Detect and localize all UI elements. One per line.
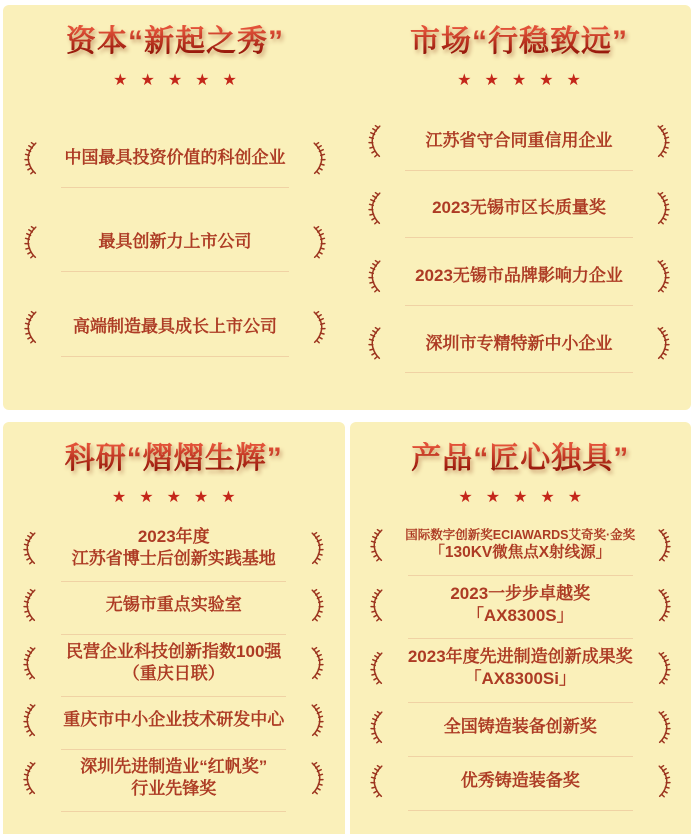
laurel-left-icon	[23, 588, 37, 622]
award-item-row	[24, 141, 327, 175]
award-list	[3, 89, 347, 410]
star-icon: ★	[222, 72, 237, 89]
award-item	[3, 310, 347, 357]
award-item	[3, 756, 345, 813]
award-item-row	[23, 756, 324, 800]
award-item-text	[384, 583, 657, 627]
award-item-text	[37, 594, 310, 616]
section-title: 产品“匠心独具”	[411, 442, 630, 475]
award-item-line: 重庆市中小企业技术研发中心	[63, 710, 285, 730]
bottom-row	[3, 422, 691, 834]
star-icon: ★	[485, 489, 501, 506]
award-item-row	[370, 527, 671, 563]
laurel-left-icon	[370, 651, 384, 685]
laurel-left-icon	[368, 191, 382, 225]
award-item-row	[368, 326, 671, 360]
award-item-line: 民营企业科技创新指数100强	[66, 641, 282, 661]
laurel-right-icon	[310, 646, 324, 680]
laurel-left-icon	[24, 225, 38, 259]
laurel-left-icon	[368, 259, 382, 293]
laurel-right-icon	[657, 764, 671, 798]
award-section-product	[350, 422, 692, 834]
award-item-line: 全国铸造装备创新奖	[443, 717, 597, 737]
stars-row	[457, 73, 581, 89]
award-item-line: 江苏省博士后创新实践基地	[71, 548, 276, 568]
award-item-text	[38, 147, 313, 169]
award-list	[347, 89, 691, 410]
laurel-left-icon	[24, 141, 38, 175]
award-item-line: 「AX8300S」	[466, 605, 574, 625]
star-icon: ★	[457, 72, 472, 89]
star-icon: ★	[195, 72, 210, 89]
award-item-line: 深圳先进制造业“红帆奖”	[80, 756, 268, 776]
laurel-right-icon	[656, 124, 670, 158]
award-item-line: 行业先锋奖	[131, 778, 217, 798]
star-icon: ★	[540, 489, 555, 506]
stars-row	[112, 490, 236, 506]
award-item-row	[370, 764, 671, 798]
star-icon: ★	[539, 72, 554, 89]
award-item	[3, 141, 347, 188]
award-item-text	[384, 527, 657, 563]
section-title: 科研“熠熠生辉”	[64, 442, 283, 475]
award-item	[350, 527, 692, 576]
award-card-capital	[3, 5, 347, 410]
star-icon: ★	[221, 489, 236, 506]
award-item-line: 深圳市专精特新中小企业	[425, 333, 613, 353]
award-item-row	[370, 646, 671, 690]
laurel-right-icon	[310, 761, 324, 795]
award-item-line: 优秀铸造装备奖	[460, 771, 580, 791]
laurel-left-icon	[370, 528, 384, 562]
award-item-text	[384, 770, 657, 792]
laurel-right-icon	[310, 588, 324, 622]
laurel-right-icon	[657, 651, 671, 685]
laurel-right-icon	[310, 703, 324, 737]
award-item	[350, 583, 692, 640]
laurel-left-icon	[23, 761, 37, 795]
award-item-text	[382, 130, 657, 152]
award-item-line: 最具创新力上市公司	[98, 232, 252, 252]
star-icon: ★	[511, 72, 527, 89]
laurel-right-icon	[312, 225, 326, 259]
award-item-row	[23, 703, 324, 737]
award-section-market	[347, 5, 691, 410]
star-icon: ★	[458, 489, 473, 506]
award-item-line: 无锡市重点实验室	[105, 595, 242, 615]
award-list	[350, 506, 692, 834]
award-item	[3, 588, 345, 635]
star-icon: ★	[193, 489, 209, 506]
award-item-text	[382, 333, 657, 355]
laurel-right-icon	[312, 310, 326, 344]
award-item-text	[37, 526, 310, 570]
section-title: 资本“新起之秀”	[66, 25, 284, 58]
stars-row	[113, 73, 237, 89]
item-divider	[405, 237, 632, 238]
laurel-left-icon	[370, 764, 384, 798]
laurel-left-icon	[24, 310, 38, 344]
award-item-row	[368, 259, 671, 293]
award-item-text	[384, 716, 657, 738]
item-divider	[408, 638, 633, 639]
award-item-text	[38, 316, 313, 338]
award-item	[350, 710, 692, 757]
laurel-left-icon	[368, 124, 382, 158]
item-divider	[405, 170, 632, 171]
star-icon: ★	[113, 72, 128, 89]
star-icon: ★	[484, 72, 499, 89]
item-divider	[408, 756, 633, 757]
award-item-line: 高端制造最具成长上市公司	[73, 316, 277, 336]
award-item-line: 「130KV微焦点X射线源」	[429, 544, 612, 562]
award-item	[347, 259, 691, 306]
award-item-line: 「AX8300Si」	[464, 669, 576, 689]
laurel-right-icon	[310, 531, 324, 565]
item-divider	[61, 696, 286, 697]
award-section-capital	[3, 5, 347, 410]
award-item	[3, 703, 345, 750]
star-icon: ★	[166, 489, 181, 506]
laurel-right-icon	[656, 326, 670, 360]
laurel-left-icon	[370, 710, 384, 744]
award-item-text	[382, 265, 657, 287]
award-item-row	[23, 526, 324, 570]
laurel-left-icon	[370, 588, 384, 622]
laurel-left-icon	[23, 703, 37, 737]
laurel-left-icon	[23, 531, 37, 565]
item-divider	[405, 372, 632, 373]
star-icon: ★	[567, 489, 583, 506]
award-item-row	[370, 583, 671, 627]
item-divider	[61, 811, 286, 812]
award-item	[350, 646, 692, 703]
award-item-text	[37, 756, 310, 800]
award-item	[347, 326, 691, 373]
item-divider	[408, 702, 633, 703]
award-item-line: 2023年度先进制造创新成果奖	[407, 647, 633, 667]
award-item	[347, 124, 691, 171]
item-divider	[405, 305, 632, 306]
award-item-line: 2023年度	[137, 526, 210, 546]
item-divider	[61, 634, 286, 635]
award-item-row	[24, 310, 327, 344]
award-item	[347, 191, 691, 238]
award-item-text	[37, 709, 310, 731]
award-item-line: 2023一步步卓越奖	[450, 583, 591, 603]
laurel-right-icon	[656, 259, 670, 293]
award-item-row	[368, 124, 671, 158]
laurel-left-icon	[23, 646, 37, 680]
star-icon: ★	[139, 489, 154, 506]
item-divider	[61, 356, 288, 357]
item-divider	[408, 810, 633, 811]
item-divider	[408, 575, 633, 576]
star-icon: ★	[167, 72, 183, 89]
award-item-text	[38, 231, 313, 253]
award-item-line: 江苏省守合同重信用企业	[425, 130, 613, 150]
award-item-line: 国际数字创新奖ECIAWARDS艾奇奖·金奖	[405, 528, 636, 543]
award-item-row	[24, 225, 327, 259]
laurel-right-icon	[657, 588, 671, 622]
item-divider	[61, 271, 288, 272]
award-item-line: 中国最具投资价值的科创企业	[64, 147, 286, 167]
award-item-row	[23, 588, 324, 622]
section-title: 市场“行稳致远”	[410, 25, 628, 58]
item-divider	[61, 749, 286, 750]
award-item	[3, 225, 347, 272]
award-item-line: 2023无锡市区长质量奖	[432, 198, 606, 218]
award-item-text	[37, 641, 310, 685]
award-item-row	[370, 710, 671, 744]
award-item	[350, 764, 692, 811]
stars-row	[458, 490, 582, 506]
award-item-row	[23, 641, 324, 685]
award-card-market	[347, 5, 691, 410]
award-item	[3, 641, 345, 698]
award-item-text	[382, 197, 657, 219]
top-row	[3, 5, 691, 410]
laurel-right-icon	[657, 710, 671, 744]
star-icon: ★	[513, 489, 528, 506]
item-divider	[61, 581, 286, 582]
award-item-row	[368, 191, 671, 225]
award-card-research	[3, 422, 345, 834]
laurel-right-icon	[312, 141, 326, 175]
award-item-line: 2023无锡市品牌影响力企业	[415, 265, 623, 285]
award-section-research	[3, 422, 345, 834]
laurel-right-icon	[656, 191, 670, 225]
award-item	[3, 526, 345, 583]
star-icon: ★	[566, 72, 581, 89]
award-item-text	[384, 646, 657, 690]
award-list	[3, 506, 345, 834]
laurel-right-icon	[657, 528, 671, 562]
laurel-left-icon	[368, 326, 382, 360]
item-divider	[61, 187, 288, 188]
award-item-line: （重庆日联）	[122, 663, 225, 683]
star-icon: ★	[111, 489, 127, 506]
star-icon: ★	[140, 72, 155, 89]
award-card-product	[350, 422, 692, 834]
